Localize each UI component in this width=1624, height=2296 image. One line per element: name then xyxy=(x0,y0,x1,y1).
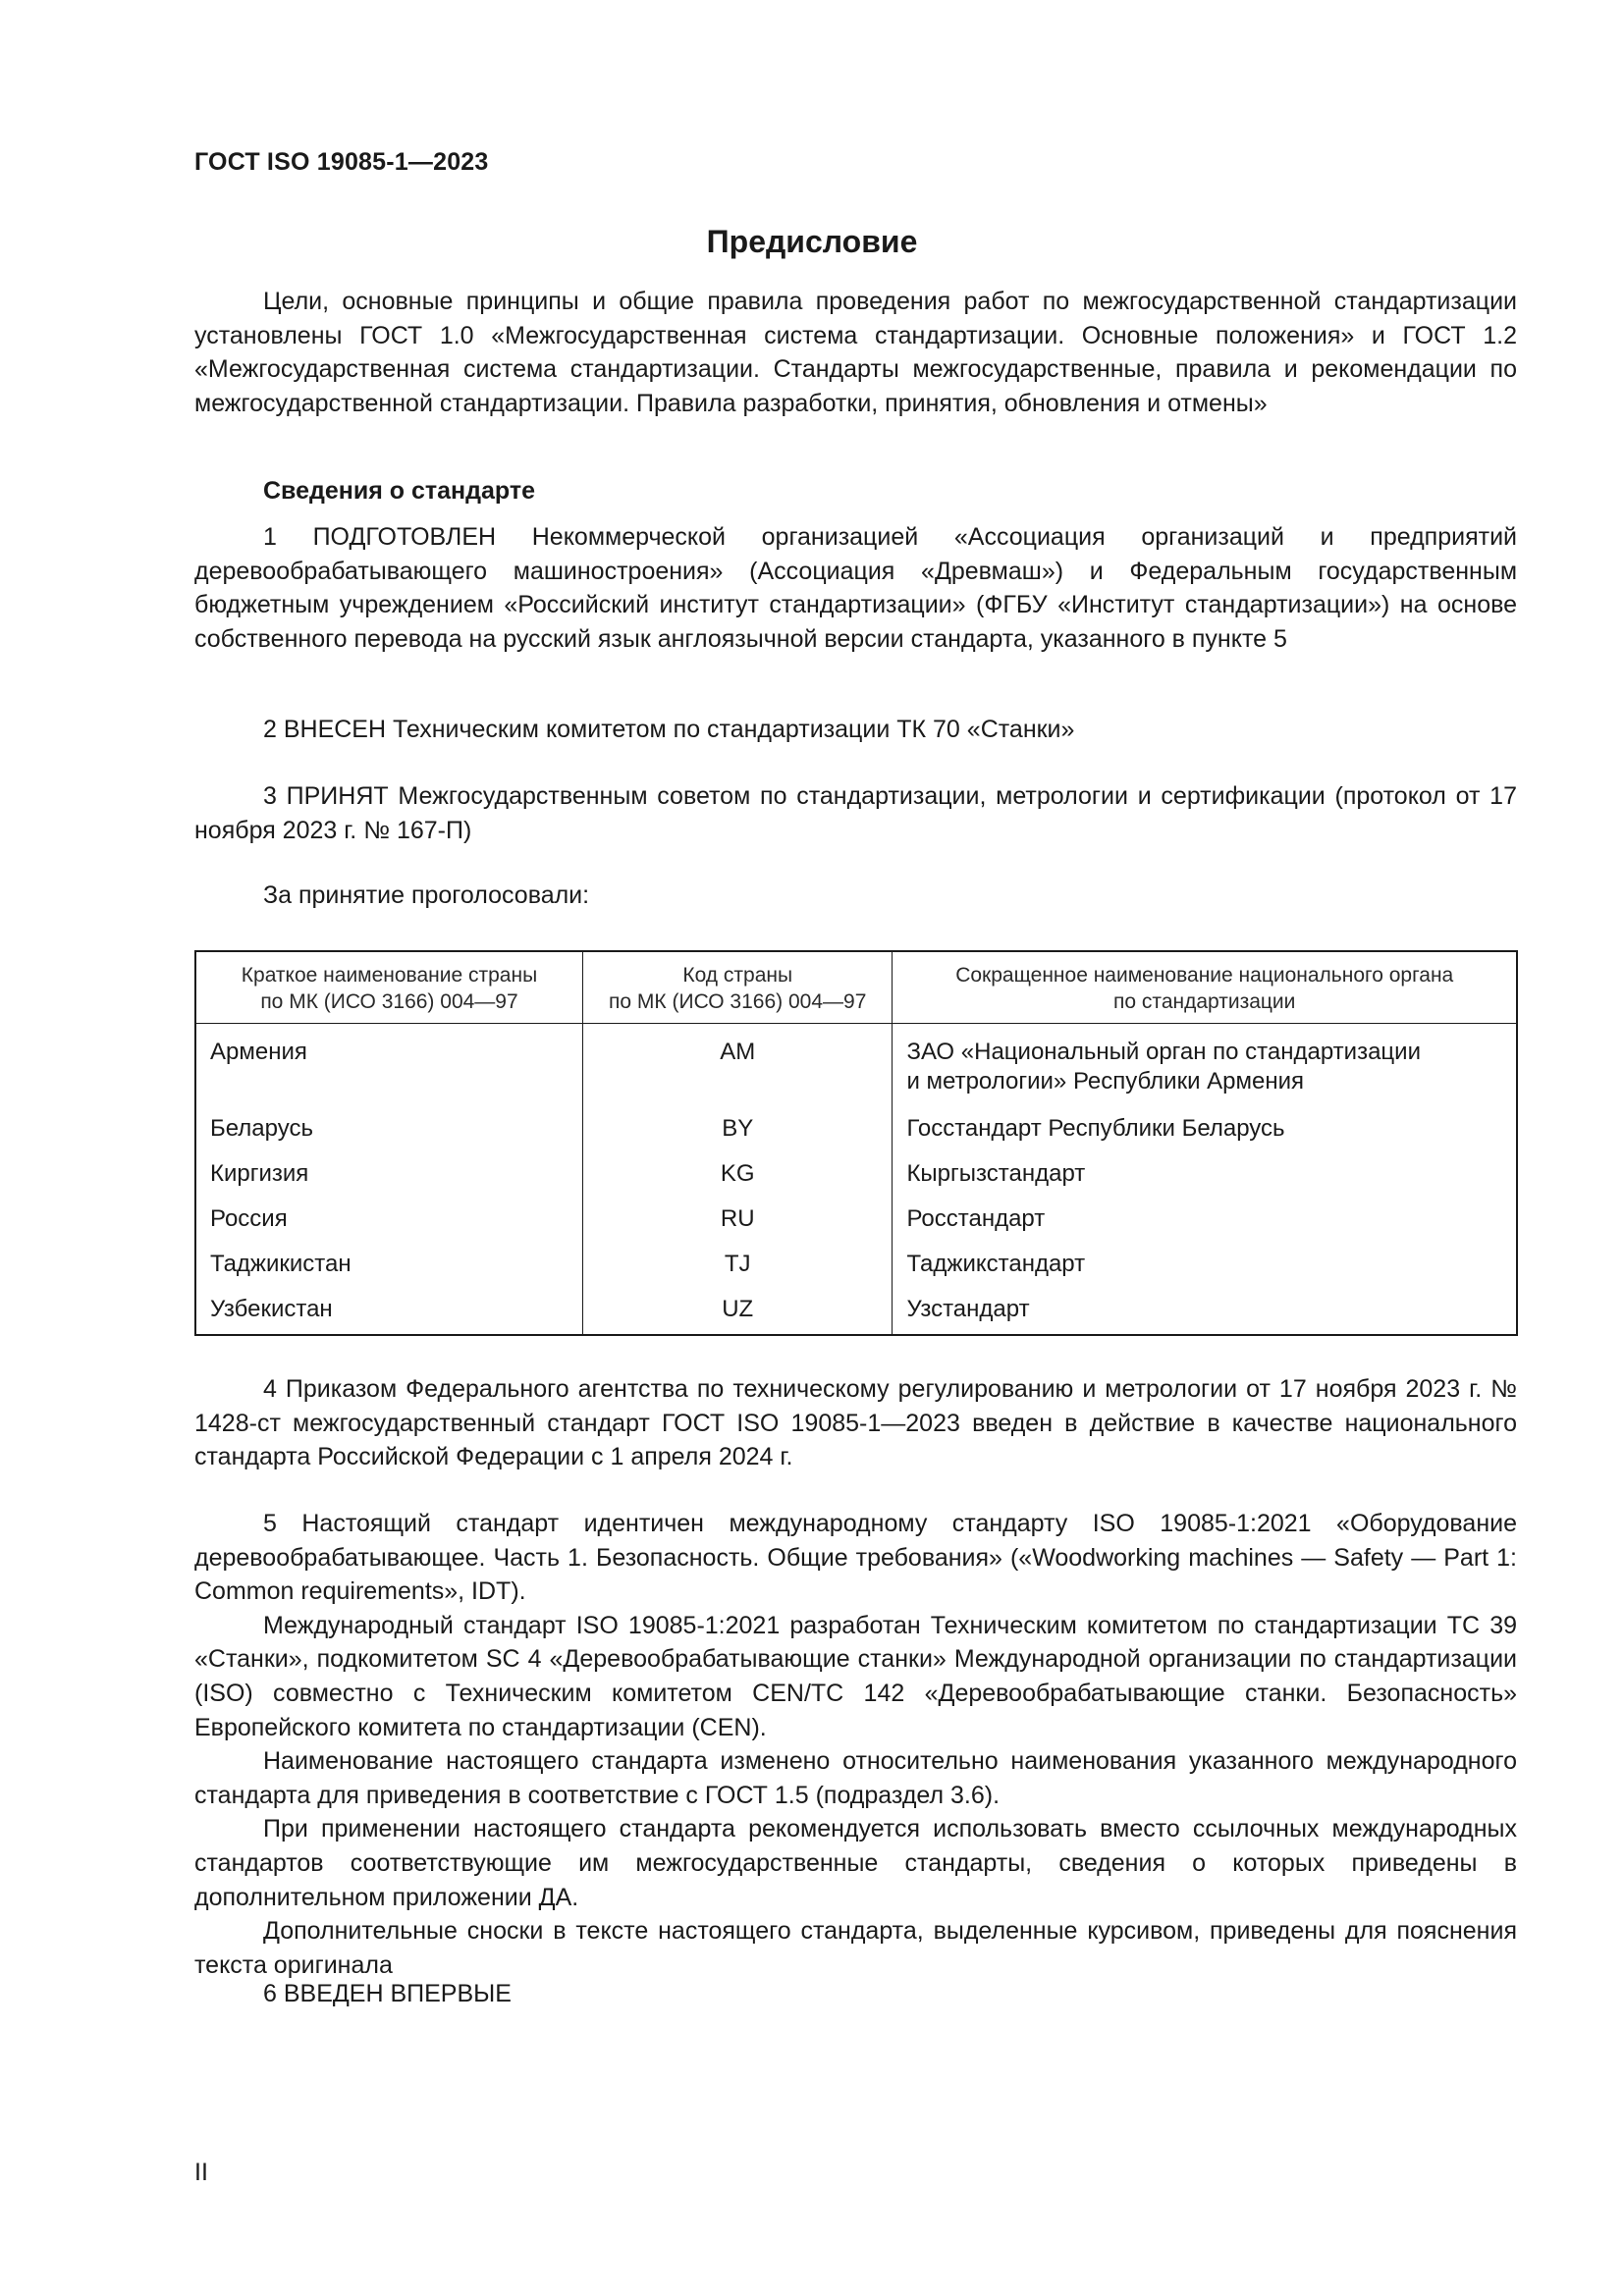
country-cell: Беларусь xyxy=(195,1102,582,1149)
item-1-paragraph: 1 ПОДГОТОВЛЕН Некоммерческой организацией «Ассоциация организаций и предприятий деревообрабатывающего машиностроения» (Ассоциация «Древмаш») и Федеральным государственным бюджетным учреждением «Российский институт стандартизации» (ФГБУ «Институт стандартизации») на основе собственного перевода на русский язык англоязычной версии стандарта, указанного в пункте 5 xyxy=(194,523,1517,653)
table-row xyxy=(195,1195,1517,1240)
item-5-paragraph: Наименование настоящего стандарта изменено относительно наименования указанного международного стандарта для приведения в соответствие с ГОСТ 1.5 (подраздел 3.6). xyxy=(194,1747,1517,1809)
item-3-paragraph: 3 ПРИНЯТ Межгосударственным советом по стандартизации, метрологии и сертификации (протокол от 17 ноября 2023 г. № 167-П) xyxy=(194,782,1517,844)
table-row xyxy=(195,1149,1517,1195)
country-cell: Таджикистан xyxy=(195,1240,582,1285)
item-5-paragraph: При применении настоящего стандарта рекомендуется использовать вместо ссылочных международных стандартов соответствующие им межгосударственные стандарты, сведения о которых приведены в дополнительном приложении ДА. xyxy=(194,1815,1517,1911)
section-title: Сведения о стандарте xyxy=(263,477,536,505)
item-4-paragraph: 4 Приказом Федерального агентства по техническому регулированию и метрологии от 17 ноября 2023 г. № 1428-ст межгосударственный стандарт ГОСТ ISO 19085-1—2023 введен в действие в качестве национального стандарта Российской Федерации с 1 апреля 2024 г. xyxy=(194,1375,1517,1471)
voting-table xyxy=(194,950,1518,1336)
table-header-row xyxy=(195,951,1517,1024)
table-row xyxy=(195,1102,1517,1149)
item-5-paragraph: 5 Настоящий стандарт идентичен международному стандарту ISO 19085-1:2021 «Оборудование деревообрабатывающее. Часть 1. Безопасность. Общие требования» («Woodworking machines — Safety — Part 1: Common requirements», IDT). xyxy=(194,1510,1517,1606)
table-row xyxy=(195,1024,1517,1103)
organization-cell: ЗАО «Национальный орган по стандартизации и метрологии» Республики Армения xyxy=(893,1024,1517,1103)
item-6-paragraph: 6 ВВЕДЕН ВПЕРВЫЕ xyxy=(263,1980,512,2007)
document-header: ГОСТ ISO 19085-1—2023 xyxy=(194,148,489,176)
organization-cell: Кыргызстандарт xyxy=(893,1149,1517,1195)
code-cell: BY xyxy=(582,1102,892,1149)
voted-label: За принятие проголосовали: xyxy=(263,881,590,909)
column-header-organization: Сокращенное наименование национального органа по стандартизации xyxy=(893,951,1517,1024)
code-cell: UZ xyxy=(582,1285,892,1335)
page-number: II xyxy=(194,2159,208,2186)
organization-cell: Росстандарт xyxy=(893,1195,1517,1240)
table-row xyxy=(195,1240,1517,1285)
country-cell: Россия xyxy=(195,1195,582,1240)
organization-cell: Таджикстандарт xyxy=(893,1240,1517,1285)
column-header-code: Код страны по МК (ИСО 3166) 004—97 xyxy=(582,951,892,1024)
item-5-paragraph: Международный стандарт ISO 19085-1:2021 разработан Техническим комитетом по стандартизации ТС 39 «Станки», подкомитетом SC 4 «Деревообрабатывающие станки» Международной организации по стандартизации (ISO) совместно с Техническим комитетом CEN/TC 142 «Деревообрабатывающие станки. Безопасность» Европейского комитета по стандартизации (CEN). xyxy=(194,1611,1517,1741)
country-cell: Киргизия xyxy=(195,1149,582,1195)
code-cell: TJ xyxy=(582,1240,892,1285)
table-row xyxy=(195,1285,1517,1335)
page-title: Предисловие xyxy=(706,224,918,259)
column-header-country: Краткое наименование страны по МК (ИСО 3166) 004—97 xyxy=(195,951,582,1024)
country-cell: Армения xyxy=(195,1024,582,1103)
country-cell: Узбекистан xyxy=(195,1285,582,1335)
code-cell: KG xyxy=(582,1149,892,1195)
code-cell: AM xyxy=(582,1024,892,1103)
organization-cell: Госстандарт Республики Беларусь xyxy=(893,1102,1517,1149)
code-cell: RU xyxy=(582,1195,892,1240)
intro-paragraph: Цели, основные принципы и общие правила проведения работ по межгосударственной стандартизации установлены ГОСТ 1.0 «Межгосударственная система стандартизации. Основные положения» и ГОСТ 1.2 «Межгосударственная система стандартизации. Стандарты межгосударственные, правила и рекомендации по межгосударственной стандартизации. Правила разработки, принятия, обновления и отмены» xyxy=(194,288,1517,417)
organization-cell: Узстандарт xyxy=(893,1285,1517,1335)
item-2-paragraph: 2 ВНЕСЕН Техническим комитетом по стандартизации ТК 70 «Станки» xyxy=(263,716,1075,743)
item-5-paragraph: Дополнительные сноски в тексте настоящего стандарта, выделенные курсивом, приведены для пояснения текста оригинала xyxy=(194,1917,1517,1979)
item-5-block xyxy=(194,1507,1517,1982)
